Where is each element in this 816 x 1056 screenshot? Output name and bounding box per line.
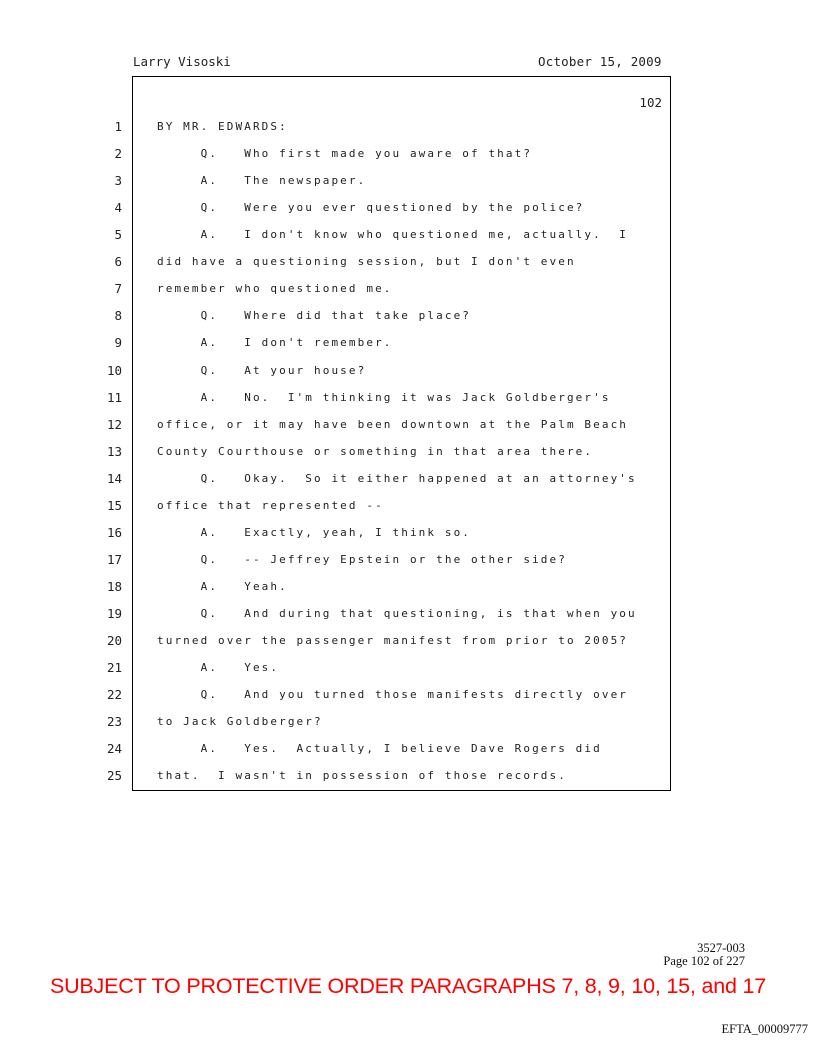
line-number: 23	[106, 714, 122, 730]
line-number: 3	[114, 173, 122, 189]
line-text: Q. And you turned those manifests directly over	[157, 688, 629, 702]
line-number: 19	[106, 605, 122, 621]
line-text: remember who questioned me.	[157, 282, 393, 296]
line-number: 8	[114, 308, 122, 324]
line-number: 16	[106, 524, 122, 540]
line-number: 13	[106, 443, 122, 459]
line-text: office that represented --	[157, 498, 384, 512]
line-text: A. No. I'm thinking it was Jack Goldberger's	[157, 390, 611, 404]
line-number: 25	[106, 768, 122, 784]
line-number: 10	[106, 362, 122, 378]
line-number: 9	[114, 335, 122, 351]
line-number: 14	[106, 470, 122, 486]
line-text: Q. At your house?	[157, 363, 367, 377]
line-text: A. I don't remember.	[157, 336, 393, 350]
line-number: 11	[106, 389, 122, 405]
line-number: 21	[106, 660, 122, 675]
line-text: to Jack Goldberger?	[157, 715, 323, 729]
line-text: Q. Okay. So it either happened at an attorney's	[157, 471, 637, 485]
line-number: 4	[114, 200, 122, 216]
line-number: 22	[106, 687, 122, 703]
line-number: 2	[114, 146, 122, 162]
protective-order-notice: SUBJECT TO PROTECTIVE ORDER PARAGRAPHS 7, 8, 9, 10, 15, and 17	[49, 974, 767, 998]
document-id-block	[663, 942, 745, 968]
line-number: 24	[106, 741, 122, 757]
line-number: 15	[106, 497, 122, 513]
deposition-date: October 15, 2009	[538, 54, 662, 69]
line-text: A. Exactly, yeah, I think so.	[157, 525, 472, 539]
line-text: A. Yes. Actually, I believe Dave Rogers did	[157, 742, 602, 756]
line-number: 12	[106, 416, 122, 432]
line-text: BY MR. EDWARDS:	[157, 120, 288, 133]
bates-number: EFTA_00009777	[721, 1022, 808, 1036]
line-text: A. I don't know who questioned me, actually. I	[157, 228, 629, 242]
line-number: 20	[106, 633, 122, 648]
page-of-count: Page 102 of 227	[663, 954, 745, 968]
line-number: 18	[106, 578, 122, 594]
deponent-name: Larry Visoski	[133, 54, 231, 69]
line-text: A. Yes.	[157, 661, 280, 674]
line-text: A. The newspaper.	[157, 174, 367, 188]
line-text: Q. -- Jeffrey Epstein or the other side?	[157, 552, 567, 566]
line-number: 1	[114, 119, 122, 134]
line-number: 5	[114, 227, 122, 243]
line-text: that. I wasn't in possession of those records.	[157, 769, 567, 783]
line-number: 17	[106, 551, 122, 567]
line-text: office, or it may have been downtown at the Palm Beach	[157, 417, 629, 431]
line-number: 7	[114, 281, 122, 297]
line-text: Q. Where did that take place?	[157, 309, 472, 323]
line-text: County Courthouse or something in that area there.	[157, 444, 594, 458]
transcript-page-number: 102	[639, 95, 662, 110]
line-text: Q. And during that questioning, is that when you	[157, 606, 637, 620]
case-id: 3527-003	[697, 941, 745, 955]
line-number: 6	[114, 254, 122, 270]
line-text: Q. Were you ever questioned by the police?	[157, 201, 585, 215]
line-text: A. Yeah.	[157, 579, 288, 593]
line-text: Q. Who first made you aware of that?	[157, 147, 533, 161]
line-text: did have a questioning session, but I don't even	[157, 255, 576, 269]
line-text: turned over the passenger manifest from prior to 2005?	[157, 634, 629, 647]
